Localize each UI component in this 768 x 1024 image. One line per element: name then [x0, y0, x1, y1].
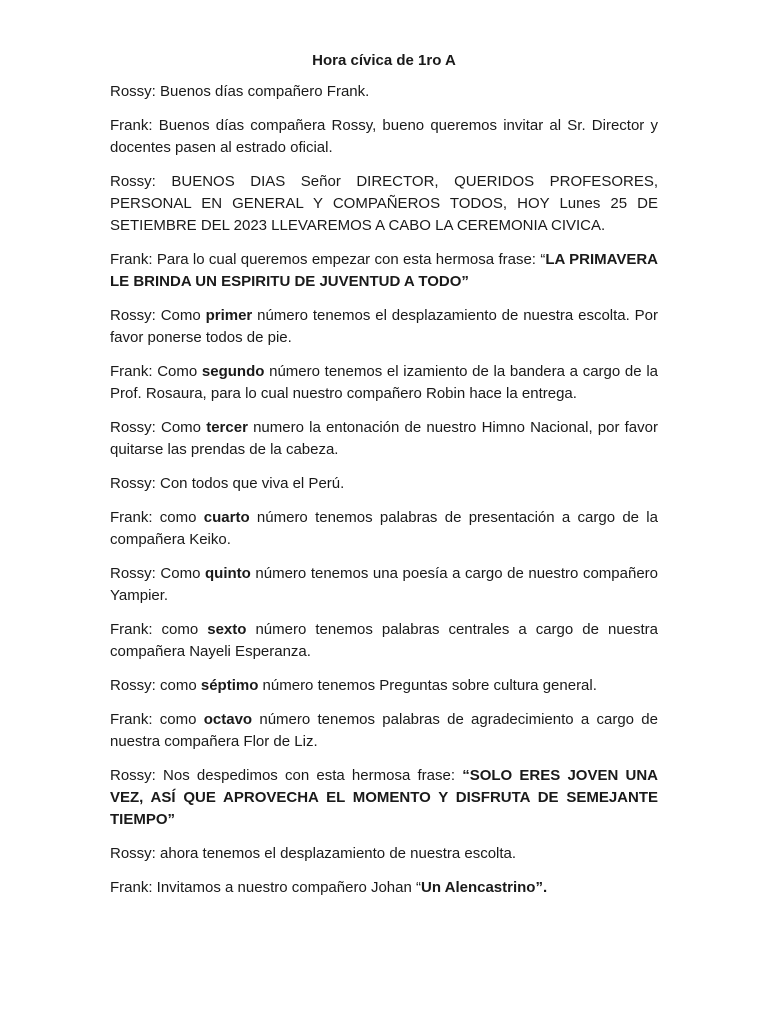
paragraph-text: número tenemos el izamiento de la bandera a cargo de la Prof. Rosaura, para lo cual nuestro compañero Robin hace la entrega. [110, 363, 658, 402]
paragraph-text: Frank: Buenos días compañera Rossy, bueno queremos invitar al Sr. Director y docentes pasen al estrado oficial. [110, 117, 658, 156]
paragraph-text: número tenemos palabras centrales a cargo de nuestra compañera Nayeli Esperanza. [110, 621, 659, 660]
bold-text: tercer [206, 419, 248, 436]
paragraph-text: número tenemos Preguntas sobre cultura general. [258, 677, 597, 694]
script-paragraph [110, 115, 658, 159]
script-paragraph [110, 675, 658, 697]
bold-text: “SOLO ERES JOVEN UNA VEZ, ASÍ QUE APROVECHA EL MOMENTO Y DISFRUTA DE SEMEJANTE TIEMPO” [110, 767, 658, 828]
bold-text: segundo [201, 363, 265, 380]
script-paragraph [110, 619, 658, 663]
paragraph-text: Frank: como [110, 711, 204, 728]
paragraph-text: número tenemos palabras de agradecimiento a cargo de nuestra compañera Flor de Liz. [110, 711, 658, 750]
script-paragraph [110, 877, 658, 899]
paragraph-text: número tenemos palabras de presentación a cargo de la compañera Keiko. [110, 509, 658, 548]
script-paragraph [110, 473, 658, 495]
paragraph-text: Rossy: como [110, 677, 201, 694]
script-paragraph [110, 765, 658, 831]
paragraph-text: número tenemos el desplazamiento de nuestra escolta. Por favor ponerse todos de pie. [110, 307, 658, 346]
paragraph-text: Rossy: Como [110, 565, 205, 582]
paragraph-text: número tenemos una poesía a cargo de nuestro compañero Yampier. [110, 565, 658, 604]
paragraph-text: Rossy: ahora tenemos el desplazamiento de nuestra escolta. [110, 845, 517, 862]
bold-text: cuarto [203, 509, 250, 526]
paragraph-text: Rossy: Con todos que viva el Perú. [110, 475, 345, 492]
script-paragraph [110, 249, 658, 293]
document-title: Hora cívica de 1ro A [312, 52, 456, 69]
script-paragraph [110, 305, 658, 349]
script-paragraph [110, 171, 658, 237]
script-paragraph [110, 417, 658, 461]
bold-text: séptimo [200, 677, 259, 694]
bold-text: Un Alencastrino”. [421, 879, 548, 896]
script-paragraph [110, 507, 658, 551]
paragraph-text: Rossy: BUENOS DIAS Señor DIRECTOR, QUERIDOS PROFESORES, PERSONAL EN GENERAL Y COMPAÑEROS TODOS, HOY Lunes 25 DE SETIEMBRE DEL 2023 LLEVAREMOS A CABO LA CEREMONIA CIVICA. [110, 173, 658, 234]
paragraph-text: Rossy: Nos despedimos con esta hermosa frase: [110, 767, 463, 784]
paragraph-text: Frank: como [110, 509, 204, 526]
script-paragraph [110, 361, 658, 405]
script-paragraph [110, 709, 658, 753]
paragraph-text: numero la entonación de nuestro Himno Nacional, por favor quitarse las prendas de la cabeza. [110, 419, 658, 458]
script-paragraph [110, 563, 658, 607]
bold-text: LA PRIMAVERA LE BRINDA UN ESPIRITU DE JUVENTUD A TODO” [110, 251, 659, 290]
paragraph-text: Frank: como [110, 621, 208, 638]
paragraph-text: Rossy: Como [110, 307, 206, 324]
paragraph-text: Frank: Para lo cual queremos empezar con esta hermosa frase: “ [110, 251, 546, 268]
paragraph-text: Frank: Invitamos a nuestro compañero Johan “ [110, 879, 421, 896]
bold-text: sexto [207, 621, 247, 638]
bold-text: octavo [203, 711, 253, 728]
paragraph-text: Rossy: Buenos días compañero Frank. [110, 83, 370, 100]
bold-text: quinto [205, 565, 251, 582]
paragraph-text: Frank: Como [110, 363, 202, 380]
script-paragraph [110, 843, 658, 865]
bold-text: primer [205, 307, 253, 324]
paragraph-text: Rossy: Como [110, 419, 207, 436]
script-paragraph [110, 81, 658, 103]
document-body [110, 81, 658, 899]
